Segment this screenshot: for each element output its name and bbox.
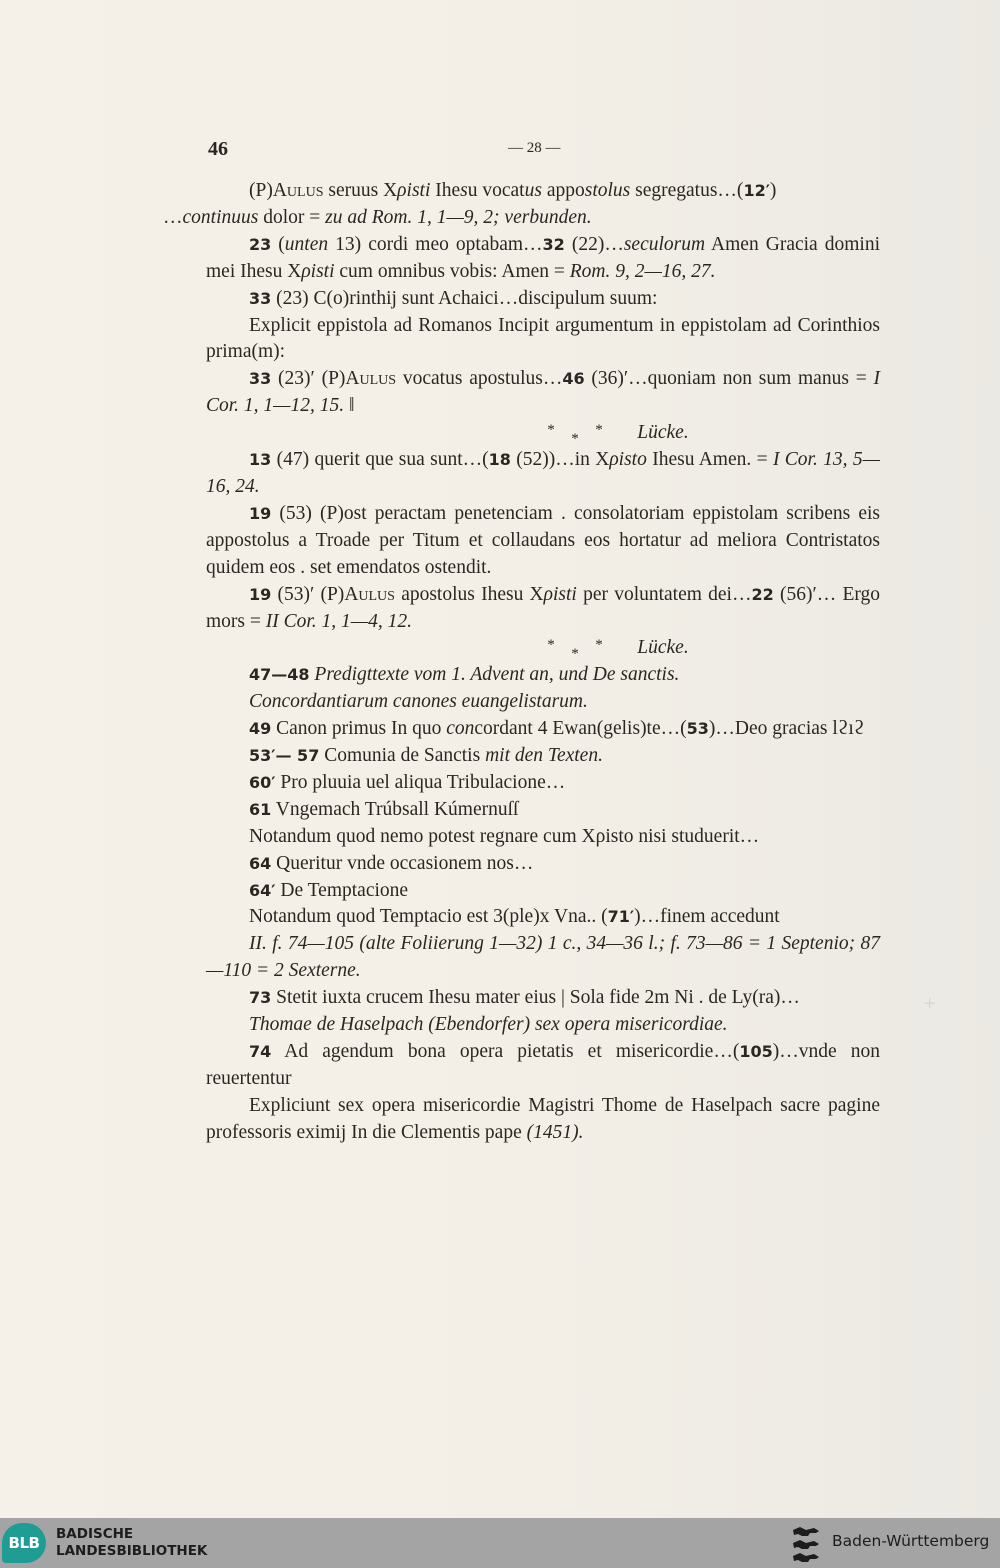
folio-number: 13 — [249, 450, 272, 470]
entry-paragraph — [206, 501, 880, 582]
text: Expliciunt sex opera misericordie Magistri Thome de Haselpach sacre pagine professoris eximij In die Clementis pape — [206, 1094, 880, 1143]
reference: I Cor. 1, 1—12, 15. — [206, 368, 880, 417]
entry-paragraph — [206, 904, 880, 931]
text: (52))…in X — [510, 449, 610, 471]
folio-number: 71′ — [607, 907, 635, 927]
folio-number: 22 — [751, 584, 774, 604]
library-name[interactable] — [56, 1526, 207, 1560]
text: Aulus — [345, 368, 397, 390]
entry-paragraph — [163, 178, 880, 232]
entry-paragraph — [206, 689, 880, 716]
library-name-line2: LANDESBIBLIOTHEK — [56, 1543, 208, 1559]
text: Aulus — [272, 180, 324, 201]
folio-number: 64 — [249, 853, 272, 873]
entry-paragraph — [206, 985, 880, 1012]
text: Explicit eppistola ad Romanos Incipit argumentum in eppistolam ad Corinthios prima(m): — [206, 314, 880, 363]
text: u vocat — [467, 180, 525, 201]
text: cum omnibus vobis: Amen = — [334, 260, 570, 282]
text: ) — [769, 180, 777, 201]
entry-paragraph — [206, 447, 880, 501]
state-name[interactable]: Baden-Württemberg — [832, 1532, 990, 1550]
footer-bar — [0, 1518, 1000, 1568]
entry-paragraph — [206, 824, 880, 851]
entry-paragraph — [206, 313, 880, 367]
folio-number: 12′ — [743, 181, 770, 200]
reference: I Cor. 13, 5—16, 24. — [206, 449, 880, 497]
text: (47) querit que sua sunt…( — [271, 449, 489, 471]
reference: zu ad Rom. 1, 1—9, 2; verbunden. — [325, 206, 592, 228]
blb-badge-text: BLB — [8, 1534, 40, 1552]
text: Thomae de Haselpach (Ebendorfer) sex opera misericordiae. — [249, 1014, 728, 1036]
folio-number: 47—48 — [249, 665, 310, 685]
text: ‖ — [344, 395, 355, 417]
text: (22)… — [564, 233, 624, 255]
text: ρisto — [609, 449, 647, 471]
text: ( — [271, 233, 285, 255]
text: Pro pluuia uel aliqua Tribulacione… — [275, 771, 566, 793]
reference: II Cor. 1, 1—4, 12. — [265, 610, 413, 632]
entry-paragraph — [206, 1039, 880, 1093]
text: Ihe — [430, 180, 461, 201]
text: )…finem accedunt — [634, 906, 780, 928]
asterism-icon: * * * — [547, 422, 603, 448]
folio-number: 61 — [249, 799, 272, 819]
text: cordant 4 Ewan(gelis)te…( — [474, 718, 687, 740]
page-number-left: 46 — [208, 138, 228, 160]
text: unten — [284, 233, 329, 255]
text: per voluntatem dei… — [576, 583, 752, 605]
folio-number: 49 — [249, 719, 272, 739]
text: mit den Texten. — [485, 745, 603, 767]
scan-registration-mark-icon: + — [923, 993, 937, 1012]
folio-number: 18 — [488, 450, 511, 470]
entry-paragraph — [206, 286, 880, 313]
text: Amen Gracia domini mei Ihesu X — [206, 233, 880, 282]
text: ρisti — [543, 583, 577, 605]
page-header — [208, 138, 878, 164]
entry-paragraph — [206, 878, 880, 905]
text: apostolus Ihesu X — [394, 583, 544, 605]
text: Predigttexte vom 1. Advent an, und De sanctis. — [309, 664, 680, 686]
text: (53) (P)ost peractam penetenciam . consolatoriam eppistolam scribens eis appostolus a Troade per Titum et collaudans eos hortatur ad meliora Contristatos quidem eos . set emendatos ostendit. — [206, 502, 880, 578]
lacuna-marker — [206, 635, 880, 662]
baden-wuerttemberg-lions-icon[interactable] — [790, 1524, 822, 1564]
entry-paragraph — [206, 851, 880, 878]
text: seruus X — [323, 180, 398, 201]
folio-number: 46 — [562, 369, 585, 389]
text: (53)′ (P) — [271, 583, 345, 605]
folio-number: 32 — [542, 234, 565, 254]
text: Vngemach Trúbsall Kúmernuſſ — [271, 798, 519, 820]
text: Aulus — [344, 583, 395, 605]
entry-paragraph — [206, 582, 880, 636]
entry-paragraph — [206, 1093, 880, 1147]
entry-paragraph — [206, 797, 880, 824]
folio-number: 73 — [249, 988, 272, 1008]
folio-number: 53′— 57 — [249, 746, 320, 766]
text: s — [460, 180, 468, 201]
text: ρisti — [301, 260, 335, 282]
text: Queritur vnde occasionem nos… — [271, 852, 534, 874]
text: seculorum — [623, 233, 706, 255]
folio-number: 19 — [249, 584, 272, 604]
text: dolor = — [258, 206, 326, 228]
folio-number: 53 — [686, 719, 709, 739]
library-name-line1: BADISCHE — [56, 1526, 134, 1542]
folio-number: 60′ — [249, 772, 276, 792]
text: (23) C(o)rinthij sunt Achaici…discipulum suum: — [271, 287, 658, 309]
text: )…vnde non reuertentur — [206, 1041, 880, 1089]
folio-number: 105 — [739, 1042, 773, 1061]
text: )…Deo gracias lϩıϩ — [708, 718, 865, 740]
folio-number: 64′ — [249, 880, 276, 900]
text: Notandum quod Temptacio est 3(ple)x Vna.. ( — [249, 906, 608, 928]
entry-paragraph — [206, 232, 880, 286]
entry-paragraph — [206, 743, 880, 770]
text: Concordantiarum canones euangelistarum. — [249, 691, 588, 713]
folio-number: 23 — [249, 234, 272, 254]
text: us — [524, 180, 542, 201]
asterism-icon: * * * — [547, 637, 603, 663]
lacuna-marker — [206, 420, 880, 447]
text: … — [163, 206, 183, 228]
blb-logo-icon[interactable] — [2, 1523, 46, 1563]
entry-paragraph — [206, 716, 880, 743]
text: con — [446, 718, 475, 740]
text: Ad agendum bona opera pietatis et misericordie…( — [271, 1041, 740, 1062]
text: segregatus…( — [630, 180, 744, 201]
text: continuus — [182, 206, 259, 228]
text: (36)′…quoniam non sum manus = — [584, 368, 874, 390]
text: vocatus apostulus… — [396, 368, 563, 390]
lacuna-label: Lücke. — [637, 422, 689, 444]
text: Ihesu Amen. = — [646, 449, 773, 471]
section-heading — [206, 931, 880, 985]
folio-number: 33 — [249, 288, 272, 308]
reference: Rom. 9, 2—16, 27. — [569, 260, 716, 282]
text: (23)′ (P) — [271, 368, 346, 390]
text: Stetit iuxta crucem Ihesu mater eius | Sola fide 2m Ni . de Ly(ra)… — [271, 987, 800, 1009]
text: Canon primus In quo — [271, 718, 447, 740]
entry-paragraph — [206, 366, 880, 420]
text: 13) cordi meo optabam… — [328, 233, 543, 255]
text: II. f. 74—105 (alte Foliierung 1—32) 1 c., 34—36 l.; f. 73—86 = 1 Septenio; 87—110 = 2 Sexterne. — [206, 933, 880, 982]
entry-paragraph — [206, 662, 880, 689]
text: Comunia de Sanctis — [319, 745, 486, 767]
text: (56)′… Ergo mors = — [206, 583, 881, 632]
entry-paragraph — [206, 770, 880, 797]
lacuna-label: Lücke. — [637, 637, 689, 659]
text: Notandum quod nemo potest regnare cum Xρisto nisi studuerit… — [249, 825, 760, 847]
entry-paragraph — [206, 1012, 880, 1039]
folio-number: 33 — [249, 369, 272, 389]
page-number-center: — 28 — — [508, 140, 561, 156]
folio-number: 74 — [249, 1042, 272, 1061]
text: ρisti — [397, 180, 431, 201]
text: De Temptacione — [275, 879, 409, 901]
folio-number: 19 — [249, 503, 272, 523]
date: (1451). — [526, 1121, 584, 1143]
text: (P) — [249, 180, 273, 201]
document-body — [163, 178, 881, 1147]
text: stolus — [584, 180, 631, 201]
text: appo — [541, 180, 585, 201]
